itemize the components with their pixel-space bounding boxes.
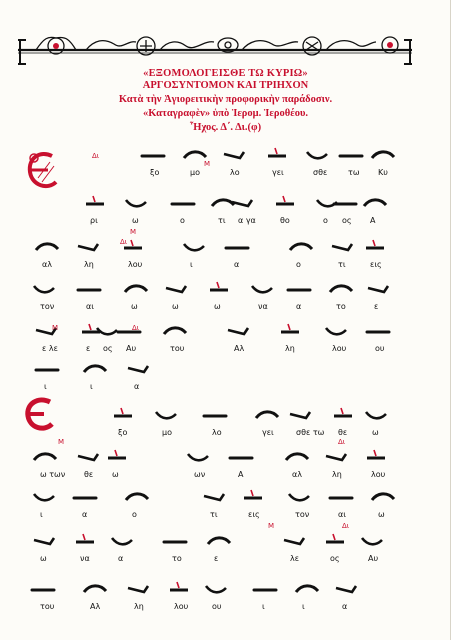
lyric-syllable: να [258,302,268,311]
kentema-neume [166,286,186,292]
apostrophos-neume [188,454,208,460]
gorgon-mark [83,534,85,540]
lyric-syllable: του [40,602,55,611]
apostrophos-neume [362,538,382,544]
petaste-neume [286,454,308,460]
lyric-syllable: γει [272,168,284,177]
petaste-neume [36,244,58,250]
martyria-mark: Μ [52,324,59,332]
petaste-neume [364,200,386,206]
kentema-neume [284,538,304,544]
apostrophos-neume [126,200,146,206]
lyric-syllable: ξο [118,428,128,437]
lyric-syllable: Αλ [234,344,245,353]
lyric-syllable: ι [90,382,93,391]
lyric-syllable: ου [212,602,222,611]
lyric-syllable: θε [338,428,348,437]
lyric-syllable: ο [132,510,137,519]
lyric-syllable: ξο [150,168,160,177]
gorgon-mark [177,582,179,588]
lyric-syllable: ω [132,216,139,225]
lyric-syllable: ο [296,260,301,269]
lyric-syllable: λου [332,344,347,353]
lyric-syllable: α [296,302,302,311]
lyric-syllable: λη [285,344,295,353]
lyric-syllable: θο [280,216,290,225]
apostrophos-neume [156,412,176,418]
apostrophos-neume [326,328,346,334]
gorgon-mark [288,324,290,330]
gorgon-mark [341,408,343,414]
petaste-neume [34,454,56,460]
petaste-neume [372,494,394,500]
lyric-syllable: αλ [42,260,53,269]
gorgon-mark [89,324,91,330]
lyric-syllable: μο [162,428,172,437]
lyric-syllable: λου [174,602,189,611]
lyric-syllable: α [342,602,348,611]
tradition-note: Κατὰ τὴν Ἁγιορειτικὴν προφορικὴν παράδοσιν. [118,94,333,105]
petaste-neume [126,494,148,500]
gorgon-mark [115,450,117,456]
lyric-syllable: ω [131,302,138,311]
apostrophos-neume [34,494,54,500]
gorgon-mark [374,450,376,456]
gorgon-mark [275,148,277,154]
gorgon-mark [373,240,375,246]
lyric-syllable: το [172,554,182,563]
kentema-neume [336,586,356,592]
lyric-syllable: Κυ [378,168,388,177]
lyric-syllable: α [134,382,140,391]
martyria-mark: Δι [92,152,100,160]
gorgon-mark [93,196,95,202]
lyric-syllable: α [234,260,240,269]
apostrophos-neume [112,538,132,544]
lyric-syllable: ι [40,510,43,519]
lyric-syllable: Α [238,470,244,479]
lyric-syllable: σθε τω [296,428,325,437]
lyric-syllable: α [82,510,88,519]
apostrophos-neume [307,152,327,158]
lyric-syllable: σθε [313,168,328,177]
lyric-syllable: λο [230,168,240,177]
kentema-neume [78,244,98,250]
martyria-mark: Μ [58,438,65,446]
lyric-syllable: Αυ [126,344,137,353]
apostrophos-neume [289,494,309,500]
lyric-syllable: ω [378,510,385,519]
petaste-neume [296,586,318,592]
petaste-neume [330,286,352,292]
lyric-syllable: ρι [90,216,98,225]
lyric-syllable: ι [190,260,193,269]
petaste-neume [164,328,186,334]
lyric-syllable: ω [172,302,179,311]
kentema-neume [326,454,346,460]
lyric-syllable: εις [370,260,382,269]
kentema-neume [332,244,352,250]
lyric-syllable: θε [84,470,94,479]
petaste-neume [184,152,206,158]
petaste-neume [208,538,230,544]
lyric-syllable: το [336,302,346,311]
lyric-syllable: Α [370,216,376,225]
lyric-syllable: λου [371,470,386,479]
lyric-syllable: ω [40,554,47,563]
lyric-syllable: τον [295,510,310,519]
lyric-syllable: ω [214,302,221,311]
lyric-syllable: ι [44,382,47,391]
lyric-syllable: τω [348,168,360,177]
illuminated-initial-e-icon [22,148,64,192]
lyric-syllable: να [80,554,90,563]
kentema-neume [228,328,248,334]
mode-indicator: Ἦχος. Δ΄. Δι.(φ) [189,122,262,133]
lyric-syllable: ε [374,302,379,311]
kentema-neume [368,286,388,292]
lyric-syllable: τι [338,260,346,269]
transcriber-note: «Καταγραφὲν» ὑπὸ Ἱερομ. Ἱεροθέου. [142,108,309,119]
apostrophos-neume [366,412,386,418]
lyric-syllable: ι [262,602,265,611]
kentema-neume [34,538,54,544]
lyric-syllable: ος [103,344,113,353]
lyric-syllable: τον [40,302,55,311]
lyric-syllable: λου [128,260,143,269]
lyric-syllable: τι [210,510,218,519]
apostrophos-neume [184,244,204,250]
lyric-syllable: ων [194,470,206,479]
lyric-syllable: του [170,344,185,353]
lyric-syllable: ω [112,470,119,479]
lyric-syllable: ε [214,554,219,563]
martyria-mark: Μ [130,228,137,236]
lyric-syllable: ε λε [42,344,58,353]
kentema-neume [204,494,224,500]
apostrophos-neume [252,286,272,292]
lyric-syllable: αι [86,302,94,311]
lyric-syllable: τι [218,216,226,225]
martyria-mark: Δι [132,324,140,332]
petaste-neume [84,586,106,592]
kentema-neume [224,152,244,158]
petaste-neume [256,412,278,418]
lyric-syllable: Αυ [368,554,379,563]
lyric-syllable: ω [372,428,379,437]
lyric-syllable: Αλ [90,602,101,611]
lyric-syllable: λη [134,602,144,611]
apostrophos-neume [206,586,226,592]
lyric-syllable: ο [323,216,328,225]
hymn-title: «ΕΞΟΜΟΛΟΓΕΙΣΘΕ ΤΩ ΚΥΡΙΩ» [143,68,308,79]
lyric-syllable: ο [180,216,185,225]
initial-e-icon [22,396,58,432]
lyric-syllable: λη [332,470,342,479]
martyria-mark: Μ [268,522,275,530]
gorgon-mark [217,282,219,288]
kentema-neume [78,454,98,460]
lyric-syllable: ος [330,554,340,563]
kentema-neume [128,366,148,372]
lyric-syllable: αι [338,510,346,519]
martyria-mark: Δι [338,438,346,446]
martyria-mark: Δι [120,238,128,246]
gorgon-mark [121,408,123,414]
petaste-neume [372,152,394,158]
kentema-neume [290,412,310,418]
lyric-syllable: α γα [238,216,256,225]
lyric-syllable: γει [262,428,274,437]
petaste-neume [212,200,234,206]
lyric-syllable: ου [375,344,385,353]
kentema-neume [232,200,252,206]
lyric-syllable: λη [84,260,94,269]
lyric-syllable: λο [212,428,222,437]
gorgon-mark [131,240,133,246]
gorgon-mark [283,196,285,202]
petaste-neume [84,366,106,372]
petaste-neume [290,244,312,250]
lyric-syllable: ος [342,216,352,225]
lyric-syllable: ε [86,344,91,353]
lyric-syllable: ω των [40,470,66,479]
lyric-syllable: α [118,554,124,563]
kentema-neume [128,586,148,592]
lyric-syllable: ι [302,602,305,611]
apostrophos-neume [34,286,54,292]
martyria-mark: Μ [204,160,211,168]
lyric-syllable: λε [290,554,300,563]
martyria-mark: Δι [342,522,350,530]
gorgon-mark [333,534,335,540]
gorgon-mark [251,490,253,496]
hymn-subtitle-style: ΑΡΓΟΣΥΝΤΟΜΟΝ ΚΑΙ ΤΡΙΗΧΟΝ [142,80,309,91]
lyric-syllable: μο [190,168,200,177]
lyric-syllable: εις [248,510,260,519]
lyric-syllable: αλ [292,470,303,479]
petaste-neume [125,286,147,292]
